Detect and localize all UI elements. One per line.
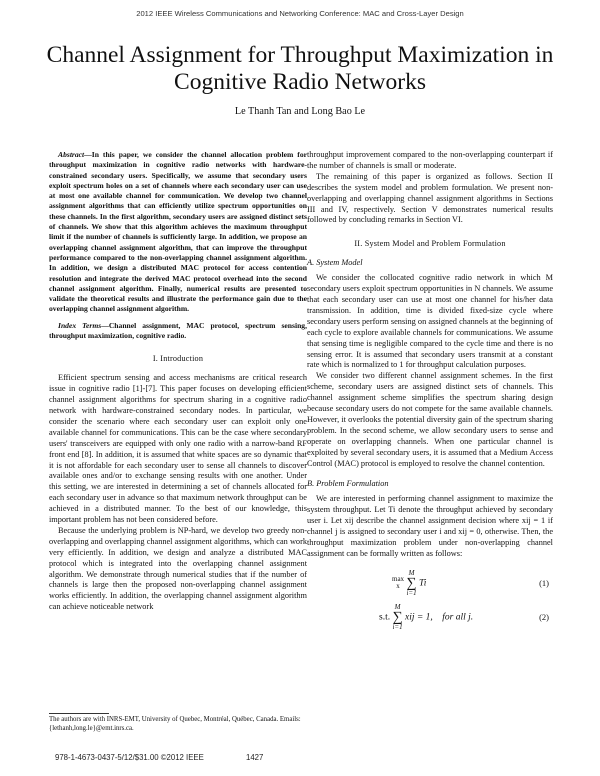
footnote <box>49 716 307 733</box>
abstract-label: Abstract <box>58 150 85 159</box>
eq2-number: (2) <box>539 611 549 622</box>
footer-isbn: 978-1-4673-0437-5/12/$31.00 ©2012 IEEE <box>55 753 204 762</box>
intro-paragraph-1: Efficient spectrum sensing and access mechanisms are critical research issue in cognitive radio [1]-[7]. This paper focuses on developing efficient channel assignment algorithms for spectrum sharing in a cognitive radio network with hardware-constrained secondary nodes. In particular, we consider the scenario where each secondary user can exploit only one available channel for communications. This can be the case where secondary users' transceivers are equipped with only one radio with a narrow-band RF front end [8]. In addition, it is assumed that white spaces are so dynamic that it is not affordable for each secondary user to sense all channels to discover available ones and/or to exchange sensing results with one another. Under this setting, we are interested in determining a set of channels allocated for each secondary user in advance so that maximum network throughput can be achieved in a distributed manner. To the best of our knowledge, this important problem has not been considered before. <box>49 373 307 525</box>
right-paragraph-0: throughput improvement compared to the non-overlapping counterpart if the number of channels is small or moderate. <box>307 150 553 170</box>
eq1-term: Ti <box>418 578 427 589</box>
eq1-summation: M ∑ i=1 <box>406 568 417 597</box>
abstract <box>49 150 307 315</box>
section-heading-system-model: II. System Model and Problem Formulation <box>354 239 506 249</box>
eq2-term: xij = 1, for all j. <box>405 612 474 623</box>
eq2-summation: M ∑ i=1 <box>392 602 403 631</box>
problem-formulation-paragraph: We are interested in performing channel assignment to maximize the system throughput. Let Ti denote the throughput achieved by secondary user i. Let xij describe the channel assignment decision where xij = 1 if channel j is assigned to secondary user i and xij = 0, otherwise. Then, the throughput maximization problem under non-overlapping channel assignment can be formally written as follows: <box>307 494 553 558</box>
footnote-text: The authors are with INRS-EMT, University of Quebec, Montréal, Québec, Canada. Emails: {lethanh,long.le}@emt.inrs.ca. <box>49 716 301 732</box>
page-footer <box>55 753 303 762</box>
organization-paragraph: The remaining of this paper is organized as follows. Section II describes the system model and problem formulation. We present non-overlapping and overlapping channel assignment algorithms in Sections III and IV, respectively. Section V demonstrates numerical results followed by concluding remarks in Section VI. <box>307 171 553 225</box>
equation-2 <box>307 600 553 634</box>
intro-paragraph-2: Because the underlying problem is NP-hard, we develop two greedy non-overlapping and overlapping channel assignment algorithms, which can work very efficiently. In addition, we design and analyze a distributed MAC protocol which is integrated into the overlapping channel assignment algorithm. We demonstrate through numerical studies that if the number of channels is large then the proposed non-overlapping channel assignment works efficiently. In addition, the overlapping channel assignment algorithm can achieve noticeable network <box>49 525 307 612</box>
subsection-heading-system-model: A. System Model <box>307 258 363 268</box>
subsection-heading-problem-formulation: B. Problem Formulation <box>307 479 389 489</box>
right-column <box>307 150 553 634</box>
eq1-operator: max x <box>392 575 405 591</box>
paper-title: Channel Assignment for Throughput Maximization in Cognitive Radio Networks <box>46 42 554 95</box>
conference-header: 2012 IEEE Wireless Communications and Networking Conference: MAC and Cross-Layer Design <box>136 9 464 18</box>
eq1-number: (1) <box>539 577 549 588</box>
system-model-paragraph-2: We consider two different channel assignment schemes. In the first scheme, secondary users are assigned distinct sets of channels. This channel assignment scheme simplifies the spectrum sharing design because secondary users do not compete for the same available channels. However, it overlooks the potential diversity gain of the spectrum sharing problem. In the second scheme, we allow secondary users to sense and operate on overlapping channels. When one particular channel is exploited by several secondary users, it is assumed that a Medium Access Control (MAC) protocol is employed to resolve the channel contention. <box>307 371 553 468</box>
section-heading-introduction: I. Introduction <box>152 354 204 364</box>
abstract-text: —In this paper, we consider the channel allocation problem for throughput maximization in cognitive radio networks with hardware-constrained secondary users. Specifically, we assume that secondary users exploit spectrum holes on a set of channels where each secondary user can use at most one available channel for communication. We develop two channel assignment algorithms that can efficiently utilize spectrum opportunities on these channels. In the first algorithm, secondary users are assigned distinct sets of channels. We show that this algorithm achieves the maximum throughput limit if the number of channels is sufficiently large. In addition, we propose an overlapping channel assignment algorithm, that can improve the throughput performance compared to the non-overlapping channel assignment algorithm. In addition, we design a distributed MAC protocol for access contention resolution and integrate the derived MAC protocol overhead into the second channel assignment algorithm. Finally, numerical results are presented to validate the theoretical results and illustrate the performance gain due to the overlapping channel assignment algorithm. <box>49 150 307 314</box>
system-model-paragraph-1: We consider the collocated cognitive radio network in which M secondary users exploit spectrum opportunities in N channels. We assume that each secondary user can use at most one channel for his/her data transmission. In addition, time is divided fixed-size cycle where secondary users perform sensing on assigned channels at the beginning of each cycle to explore available channels for communications. We assume that sensing time is negligible compared to the cycle time and there is no sensing error. It is assumed that secondary users transmit at a constant rate which is normalized to 1 for throughput calculation purposes. <box>307 273 553 370</box>
equation-1 <box>307 566 553 600</box>
footer-page-number: 1427 <box>245 753 264 762</box>
index-terms <box>49 321 307 342</box>
index-terms-text: —Channel assignment, MAC protocol, spectrum sensing, throughput maximization, cognitive radio. <box>49 320 307 341</box>
left-column <box>49 150 307 613</box>
eq2-operator: s.t. <box>379 612 391 623</box>
paper-authors: Le Thanh Tan and Long Bao Le <box>234 106 366 117</box>
index-terms-label: Index Terms <box>58 320 102 330</box>
footnote-rule <box>49 713 109 714</box>
